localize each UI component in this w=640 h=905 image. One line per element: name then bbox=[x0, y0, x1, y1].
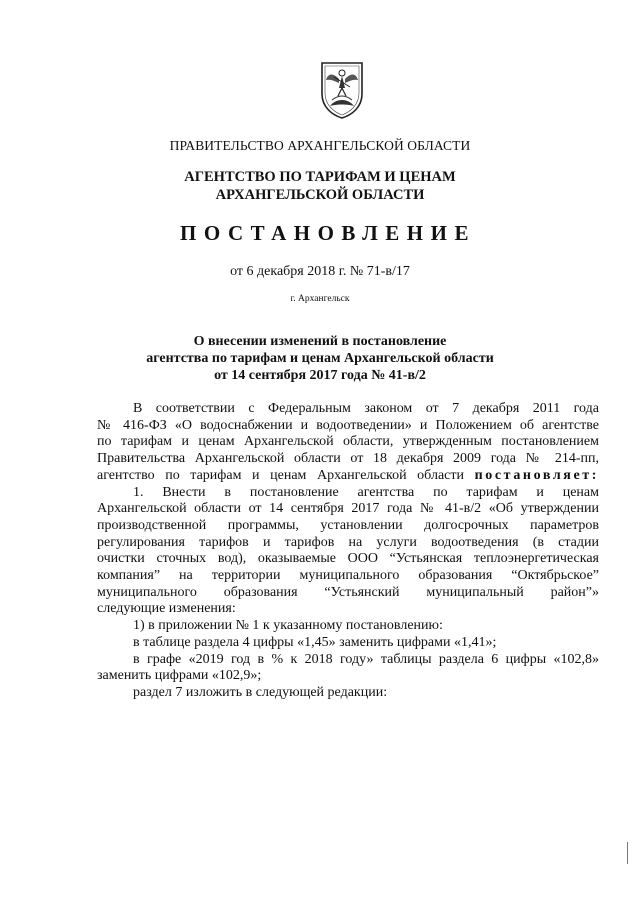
coat-of-arms-emblem bbox=[318, 60, 366, 120]
document-subject bbox=[0, 333, 640, 384]
body-line: Правительства Архангельской области от 18 декабря 2009 года № 214-пп, bbox=[97, 451, 599, 467]
body-line: заменить цифрами «102,9»; bbox=[97, 668, 262, 684]
scan-edge-mark bbox=[627, 842, 628, 864]
document-body bbox=[97, 401, 599, 702]
body-line: очистки сточных вод), оказываемые ООО “Устьянская теплоэнергетическая bbox=[97, 551, 599, 567]
document-type-title: ПОСТАНОВЛЕНИЕ bbox=[180, 221, 476, 245]
agency-heading-line: АГЕНТСТВО ПО ТАРИФАМ И ЦЕНАМ bbox=[184, 169, 456, 185]
city-name: г. Архангельск bbox=[290, 294, 350, 304]
body-line: следующие изменения: bbox=[97, 601, 236, 617]
date-and-number: от 6 декабря 2018 г. № 71-в/17 bbox=[230, 264, 410, 279]
body-line: муниципального образования “Устьянский муниципальный район”» bbox=[97, 584, 599, 600]
body-line: регулирования тарифов и тарифов на услуги водоотведения (в стадии bbox=[97, 534, 599, 550]
body-line: Архангельской области от 14 сентября 2017 года № 41-в/2 «Об утверждении bbox=[97, 501, 599, 517]
subject-line: агентства по тарифам и ценам Архангельской области bbox=[146, 351, 494, 366]
government-heading: ПРАВИТЕЛЬСТВО АРХАНГЕЛЬСКОЙ ОБЛАСТИ bbox=[169, 138, 471, 153]
body-line: по тарифам и ценам Архангельской области, утвержденным постановлением bbox=[97, 434, 599, 450]
body-line: В соответствии с Федеральным законом от 7 декабря 2011 года bbox=[133, 401, 599, 416]
body-line: 1) в приложении № 1 к указанному постановлению: bbox=[133, 618, 443, 634]
subject-line: от 14 сентября 2017 года № 41-в/2 bbox=[214, 368, 426, 383]
agency-heading bbox=[0, 168, 640, 204]
agency-heading-line: АРХАНГЕЛЬСКОЙ ОБЛАСТИ bbox=[215, 187, 425, 203]
resolves-word: постановляет: bbox=[474, 467, 599, 483]
body-line: 1. Внести в постановление агентства по тарифам и ценам bbox=[133, 484, 599, 500]
body-line: в графе «2019 год в % к 2018 году» таблицы раздела 6 цифры «102,8» bbox=[133, 651, 599, 667]
subject-line: О внесении изменений в постановление bbox=[193, 334, 447, 349]
body-line: в таблице раздела 4 цифры «1,45» заменить цифрами «1,41»; bbox=[133, 634, 497, 650]
body-line: раздел 7 изложить в следующей редакции: bbox=[133, 684, 388, 700]
body-line: компания” на территории муниципального образования “Октябрьское” bbox=[97, 568, 599, 584]
body-text: агентство по тарифам и ценам Архангельской области bbox=[97, 467, 464, 483]
body-line: № 416-ФЗ «О водоснабжении и водоотведении» и Положением об агентстве bbox=[97, 417, 599, 433]
body-line bbox=[97, 468, 599, 485]
body-line: производственной программы, установлении долгосрочных параметров bbox=[97, 517, 599, 533]
